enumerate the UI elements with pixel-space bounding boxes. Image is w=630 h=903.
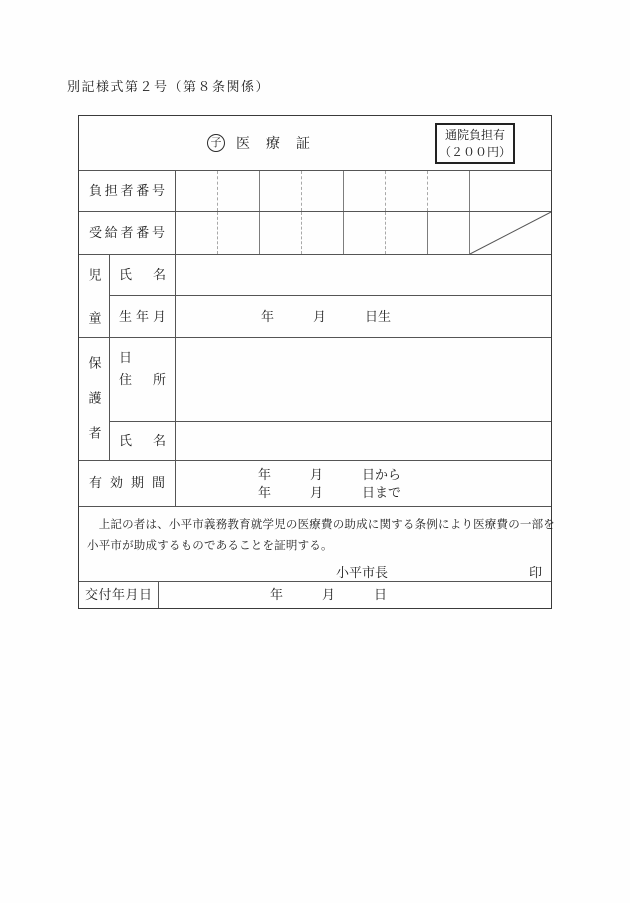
title-row [79,116,551,170]
certificate-title-text: 医 療 証 [236,137,311,152]
payer-digit-cell [176,171,217,211]
validity-from-line: 年 月 日から [258,466,402,482]
guardian-group-label-cell [79,338,110,460]
payer-digit-cell [217,171,259,211]
statement-line-2: 小平市が助成するものであることを証明する。 [87,540,333,552]
payer-number-row [79,170,551,211]
child-name-value-cell [176,255,551,295]
issue-date-label: 交付年月日 [79,582,159,608]
birthdate-value: 年 月 日生 [261,309,392,324]
statement-line-1: 上記の者は、小平市義務教育就学児の医療費の助成に関する条例により医療費の一部を [87,519,555,531]
diagonal-slash-icon [470,212,551,254]
child-group-label-cell [79,255,110,337]
recipient-digit-cell [343,212,385,254]
guardian-section [79,337,551,460]
outpatient-copay-box [435,123,515,164]
payer-number-label: 負担者番号 [79,171,176,211]
validity-to-line: 年 月 日まで [258,484,402,500]
circled-child-mark-char: 子 [210,136,222,149]
recipient-digit-cell [259,212,301,254]
certification-statement-row [79,506,555,581]
guardian-name-label: 氏名 [110,422,176,460]
payer-digit-cell [301,171,343,211]
copay-box-line2: （２００円） [438,145,511,159]
issue-date-row [79,581,551,608]
payer-extra-cell [469,171,551,211]
recipient-crossed-cell [469,212,551,254]
child-group-label: 児童 [86,268,102,324]
birthdate-label: 生年月日 [110,296,176,378]
recipient-number-row [79,211,551,254]
mayor-signature-label: 小平市長 [336,565,389,580]
recipient-digit-cell [176,212,217,254]
recipient-digit-cell [217,212,259,254]
payer-digit-cell [427,171,469,211]
payer-digit-cell [343,171,385,211]
recipient-number-label: 受給者番号 [79,212,176,254]
medical-certificate-table [78,115,555,609]
child-name-label: 氏名 [110,255,176,295]
guardian-name-value-cell [176,422,551,460]
issue-date-value: 年 月 日 [270,587,388,602]
certificate-title [207,116,311,170]
signer-line [87,557,551,581]
payer-digit-cell [259,171,301,211]
child-name-row [110,255,551,296]
guardian-name-row [110,422,551,460]
payer-digit-cell [385,171,427,211]
guardian-group-label: 保護者 [86,356,102,439]
child-section [79,254,551,365]
validity-period-value [176,461,551,506]
recipient-digit-cell [427,212,469,254]
validity-period-row [79,460,551,506]
guardian-address-label: 住所 [110,338,176,421]
recipient-digit-cell [301,212,343,254]
guardian-address-row [110,338,551,422]
recipient-digit-cell [385,212,427,254]
validity-period-label: 有効期間 [79,461,176,506]
circled-child-mark-icon [207,134,225,152]
seal-label: 印 [528,565,542,580]
guardian-address-value-cell [176,338,551,421]
form-reference: 別記様式第２号（第８条関係） [67,79,271,94]
copay-box-line1: 通院負担有 [444,128,505,142]
